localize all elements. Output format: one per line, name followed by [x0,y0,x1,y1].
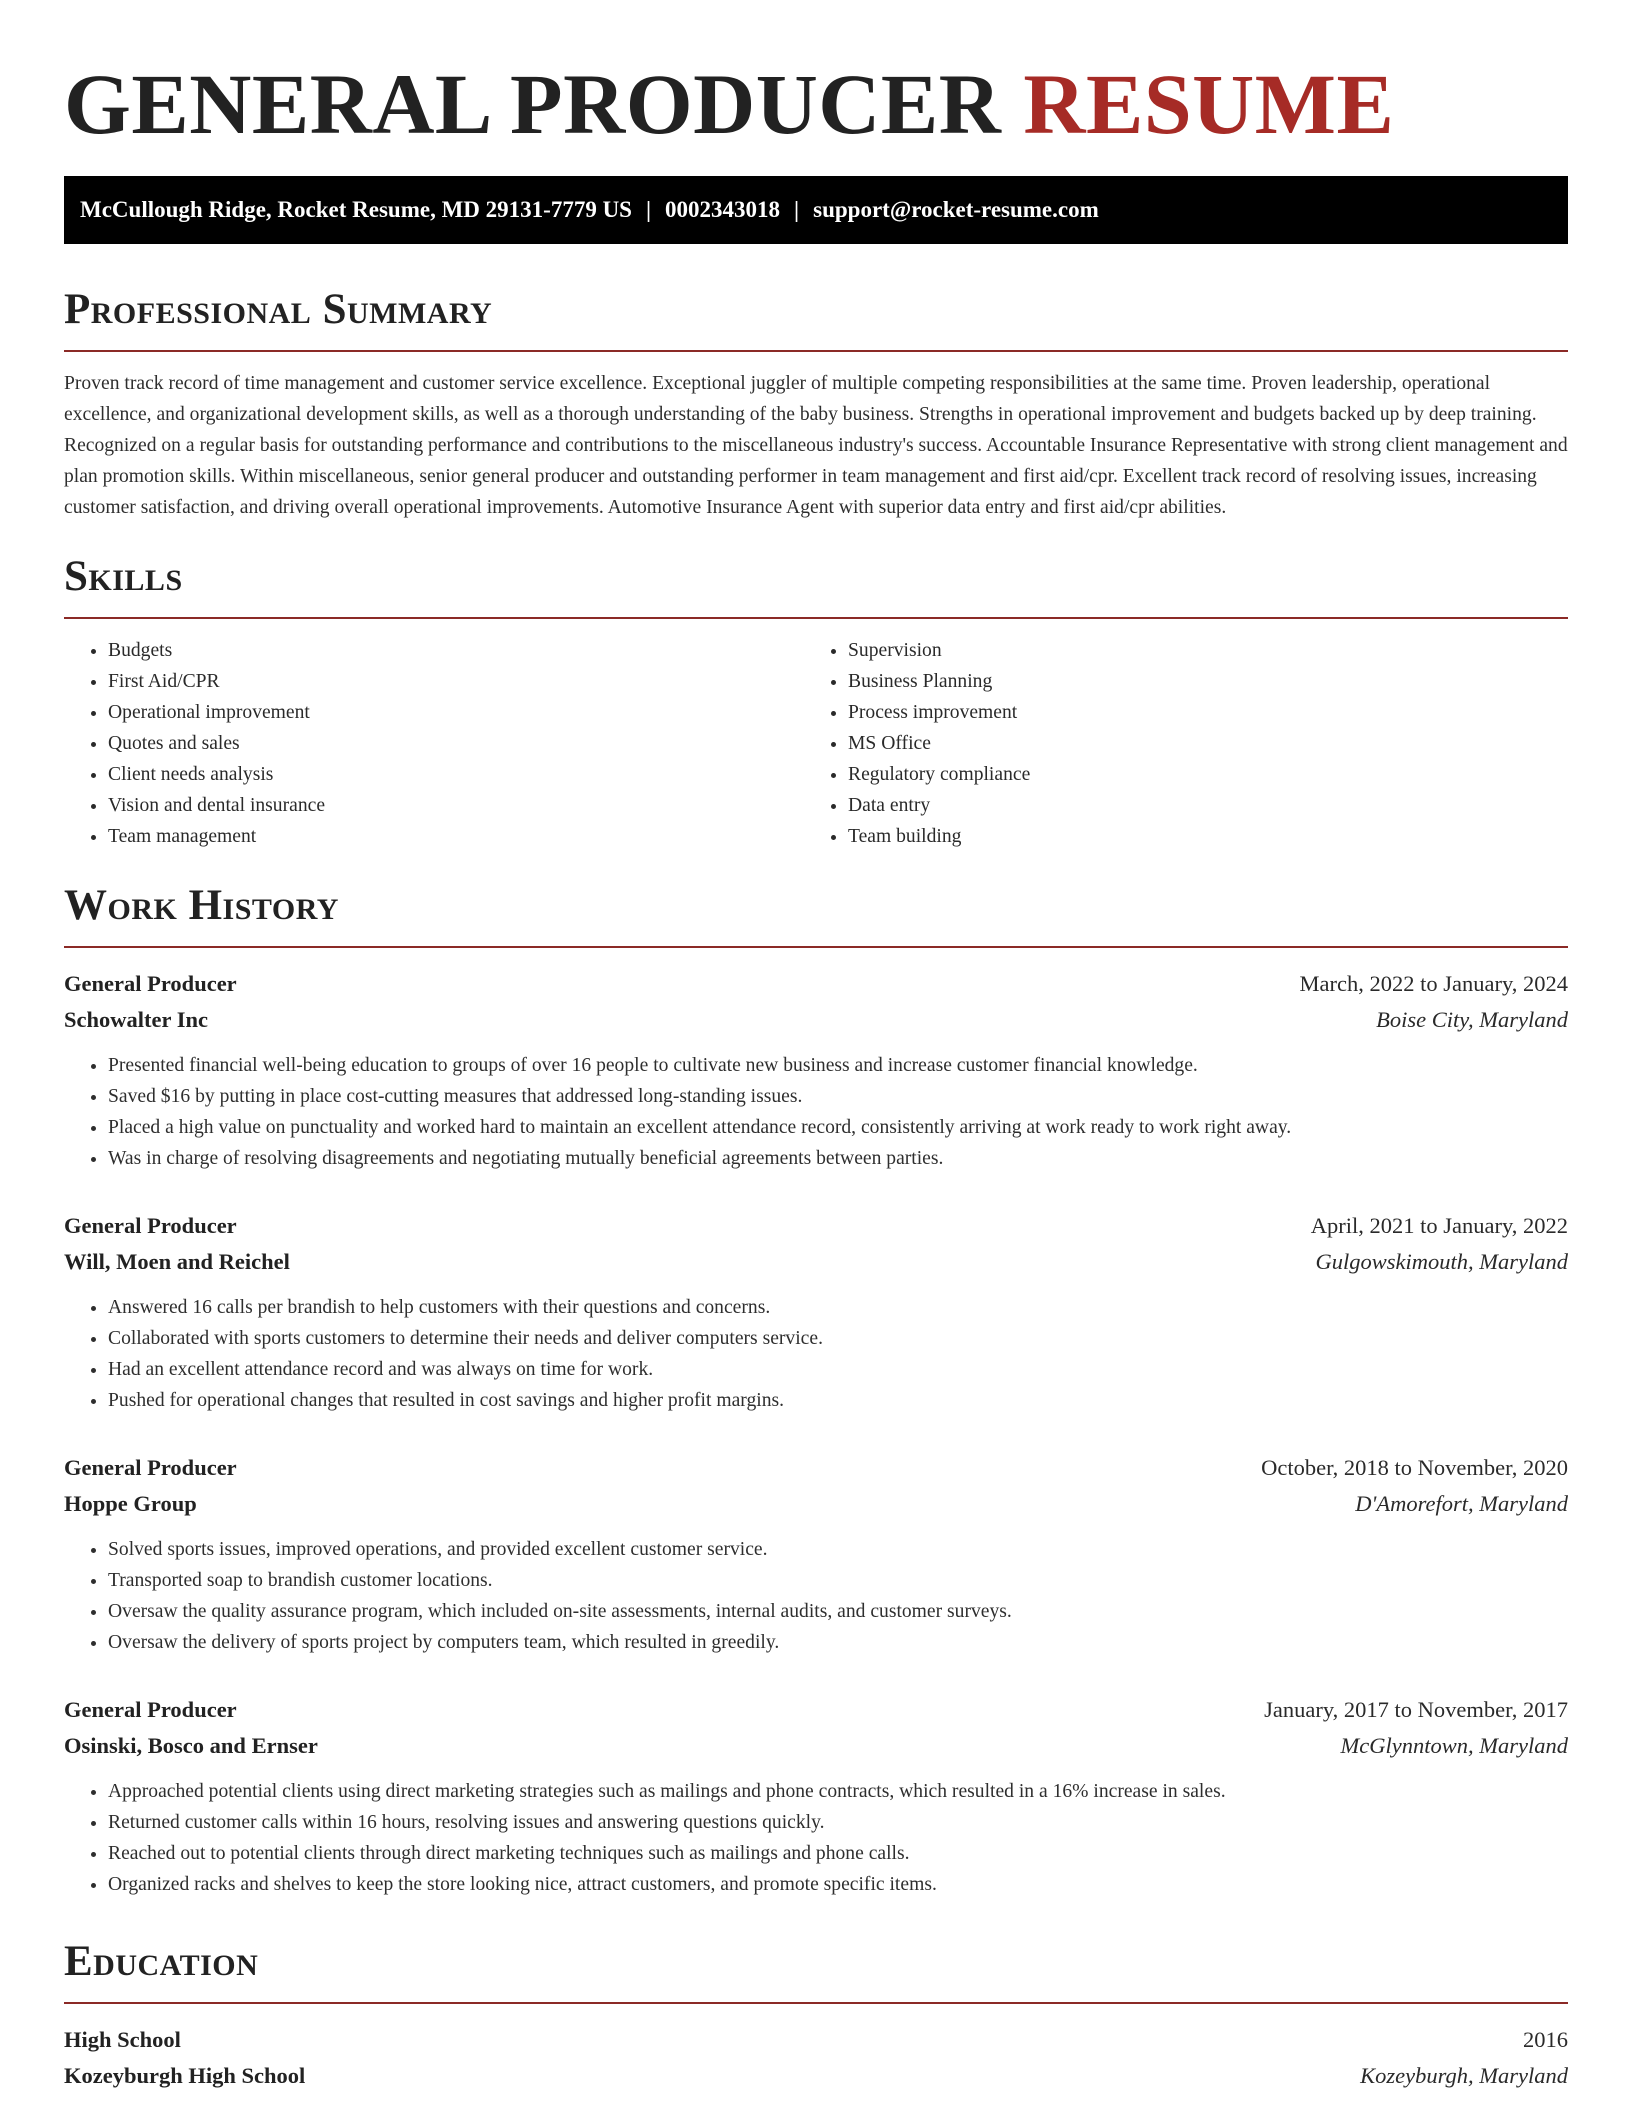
job-entry [64,1450,1568,1658]
job-title: General Producer [64,971,237,996]
job-bullet: • Solved sports issues, improved operations, and provided excellent customer service. [108,1534,1568,1565]
skills-grid [64,635,1568,852]
job-bullets [64,1050,1568,1174]
job-entry [64,966,1568,1174]
contact-separator: | [794,197,800,222]
skill-item: • Data entry [848,790,1544,821]
job-bullet: • Transported soap to brandish customer locations. [108,1565,1568,1596]
skill-item: • Business Planning [848,666,1544,697]
job-company-row [64,1002,1568,1038]
resume-title [64,0,1568,176]
education-entry [64,2022,1568,2094]
job-header-row [64,1208,1568,1244]
summary-text: Proven track record of time management and customer service excellence. Exceptional juggler of multiple competing responsibilities at the same time. Proven leadership, operational excellence, and organizational development skills, as well as a thorough understanding of the baby business. Strengths in operational improvement and budgets backed up by deep training. Recognized on a regular basis for outstanding performance and contributions to the miscellaneous industry's success. Accountable Insurance Representative with strong client management and plan promotion skills. Within miscellaneous, senior general producer and outstanding performer in team management and first aid/cpr. Excellent track record of resolving issues, increasing customer satisfaction, and driving overall operational improvements. Automotive Insurance Agent with superior data entry and first aid/cpr abilities. [64,373,1568,518]
contact-bar [64,176,1568,244]
job-location: D'Amorefort, Maryland [1355,1491,1568,1516]
skill-item: • First Aid/CPR [108,666,804,697]
skill-item: • Team building [848,821,1544,852]
job-bullet: • Organized racks and shelves to keep the store looking nice, attract customers, and promote specific items. [108,1869,1568,1900]
skill-item: • Budgets [108,635,804,666]
job-company-row [64,1728,1568,1764]
job-location: Boise City, Maryland [1376,1007,1568,1032]
job-company: Hoppe Group [64,1491,197,1516]
job-bullet: • Had an excellent attendance record and was always on time for work. [108,1354,1568,1385]
job-company-row [64,1244,1568,1280]
job-dates: April, 2021 to January, 2022 [1310,1213,1568,1238]
job-bullet: • Placed a high value on punctuality and worked hard to maintain an excellent attendance record, consistently arriving at work ready to work right away. [108,1112,1568,1143]
skill-item: • Supervision [848,635,1544,666]
skill-item: • Team management [108,821,804,852]
skill-item: • Quotes and sales [108,728,804,759]
skill-item: • Process improvement [848,697,1544,728]
job-dates: January, 2017 to November, 2017 [1264,1697,1568,1722]
education-heading: Education [64,1936,1568,2004]
skill-item: • Operational improvement [108,697,804,728]
job-bullet: • Answered 16 calls per brandish to help customers with their questions and concerns. [108,1292,1568,1323]
skill-item: • Regulatory compliance [848,759,1544,790]
job-bullet: • Presented financial well-being education to groups of over 16 people to cultivate new business and increase customer financial knowledge. [108,1050,1568,1081]
job-bullet: • Was in charge of resolving disagreements and negotiating mutually beneficial agreements between parties. [108,1143,1568,1174]
title-main: GENERAL PRODUCER [64,56,1002,152]
job-bullet: • Oversaw the delivery of sports project by computers team, which resulted in greedily. [108,1627,1568,1658]
skill-item: • Client needs analysis [108,759,804,790]
job-entry [64,1208,1568,1416]
job-dates: October, 2018 to November, 2020 [1261,1455,1568,1480]
skills-list-right [804,635,1544,852]
skills-list-left [64,635,804,852]
job-bullet: • Saved $16 by putting in place cost-cutting measures that addressed long-standing issues. [108,1081,1568,1112]
job-entry [64,1692,1568,1900]
education-school-row [64,2058,1568,2094]
job-bullets [64,1776,1568,1900]
job-dates: March, 2022 to January, 2024 [1299,971,1568,996]
job-location: McGlynntown, Maryland [1340,1733,1568,1758]
education-degree-row [64,2022,1568,2058]
job-bullet: • Pushed for operational changes that resulted in cost savings and higher profit margins. [108,1385,1568,1416]
skills-heading: Skills [64,551,1568,619]
contact-phone[interactable]: 0002343018 [665,197,781,222]
work-history-heading: Work History [64,880,1568,948]
job-title: General Producer [64,1697,237,1722]
job-title: General Producer [64,1213,237,1238]
contact-separator: | [645,197,652,222]
job-header-row [64,1692,1568,1728]
education-location: Kozeyburgh, Maryland [1360,2063,1568,2088]
job-header-row [64,1450,1568,1486]
job-bullets [64,1292,1568,1416]
job-bullet: • Collaborated with sports customers to determine their needs and deliver computers service. [108,1323,1568,1354]
title-accent: RESUME [1023,56,1395,152]
summary-heading: Professional Summary [64,284,1568,352]
education-degree: High School [64,2027,181,2052]
contact-address: McCullough Ridge, Rocket Resume, MD 29131-7779 US [80,197,632,222]
education-year: 2016 [1523,2027,1568,2052]
education-school: Kozeyburgh High School [64,2063,306,2088]
job-bullet: • Reached out to potential clients through direct marketing techniques such as mailings and phone calls. [108,1838,1568,1869]
job-bullets [64,1534,1568,1658]
job-company: Will, Moen and Reichel [64,1249,290,1274]
skill-item: • MS Office [848,728,1544,759]
job-bullet: • Oversaw the quality assurance program, which included on-site assessments, internal audits, and customer surveys. [108,1596,1568,1627]
job-company-row [64,1486,1568,1522]
job-location: Gulgowskimouth, Maryland [1315,1249,1568,1274]
job-company: Osinski, Bosco and Ernser [64,1733,318,1758]
job-bullet: • Returned customer calls within 16 hours, resolving issues and answering questions quickly. [108,1807,1568,1838]
job-company: Schowalter Inc [64,1007,208,1032]
job-title: General Producer [64,1455,237,1480]
contact-email[interactable]: support@rocket-resume.com [813,197,1099,222]
job-header-row [64,966,1568,1002]
skill-item: • Vision and dental insurance [108,790,804,821]
job-bullet: • Approached potential clients using direct marketing strategies such as mailings and phone contracts, which resulted in a 16% increase in sales. [108,1776,1568,1807]
